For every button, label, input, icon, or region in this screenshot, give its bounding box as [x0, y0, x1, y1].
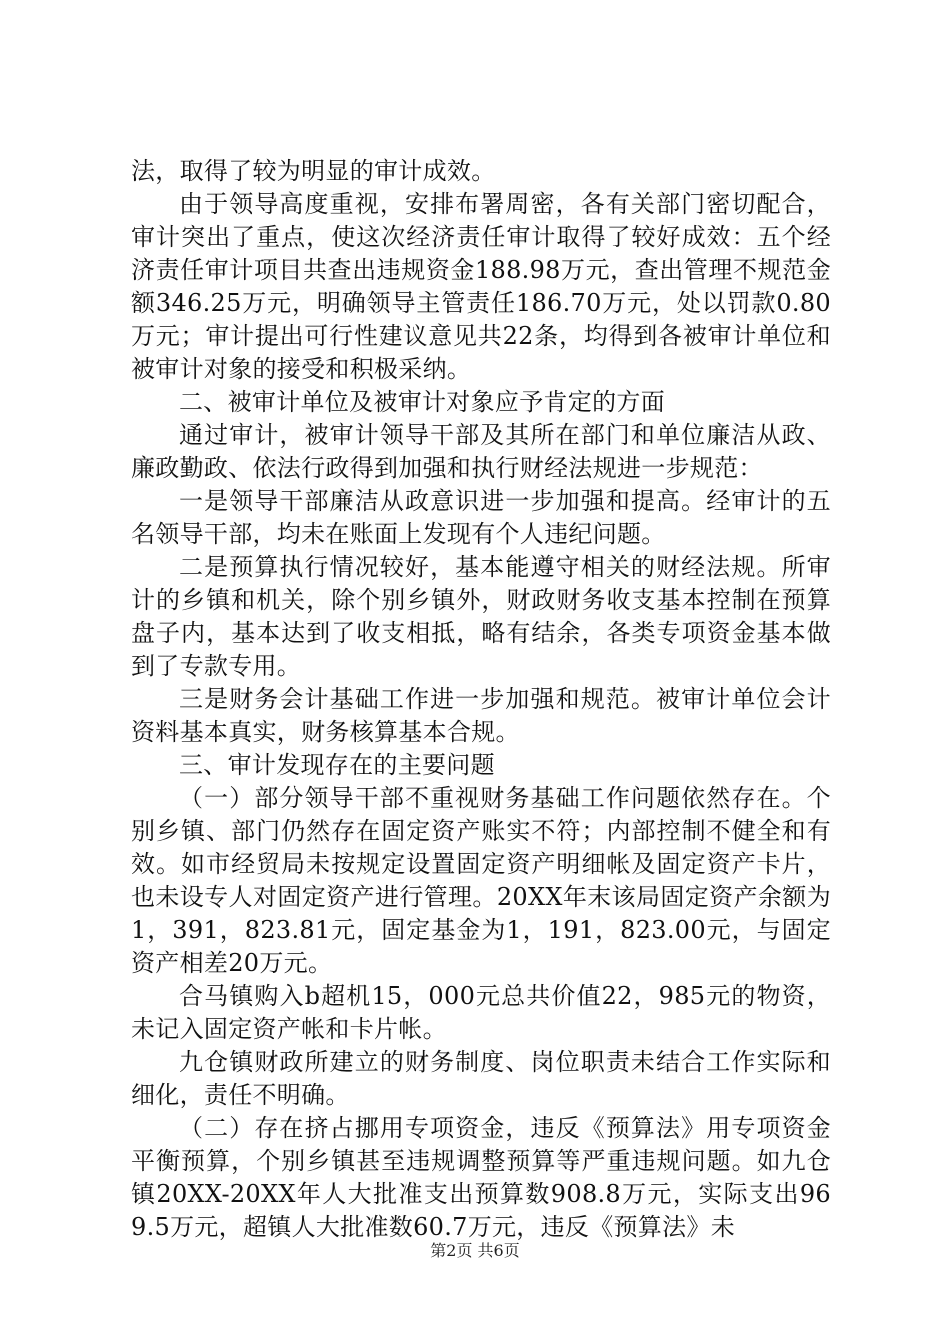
paragraph-continuation: 法，取得了较为明显的审计成效。	[131, 157, 496, 185]
paragraph-point-one: 一是领导干部廉洁从政意识进一步加强和提高。经审计的五名领导干部，均未在账面上发现有个人违纪问题。	[131, 487, 831, 548]
body-text	[131, 155, 831, 1244]
section-heading-main-problems: 三、审计发现存在的主要问题	[179, 751, 495, 779]
paragraph-jiucang-finance: 九仓镇财政所建立的财务制度、岗位职责未结合工作实际和细化，责任不明确。	[131, 1048, 831, 1109]
paragraph-point-three: 三是财务会计基础工作进一步加强和规范。被审计单位会计资料基本真实，财务核算基本合规。	[131, 685, 831, 746]
paragraph-point-two: 二是预算执行情况较好，基本能遵守相关的财经法规。所审计的乡镇和机关，除个别乡镇外，财政财务收支基本控制在预算盘子内，基本达到了收支相抵，略有结余，各类专项资金基本做到了专款专用。	[131, 553, 831, 680]
paragraph-hema-town: 合马镇购入b超机15，000元总共价值22，985元的物资，未记入固定资产帐和卡片帐。	[131, 982, 831, 1043]
paragraph-audit-overview: 通过审计，被审计领导干部及其所在部门和单位廉洁从政、廉政勤政、依法行政得到加强和执行财经法规进一步规范：	[131, 421, 831, 482]
paragraph-problem-one: （一）部分领导干部不重视财务基础工作问题依然存在。个别乡镇、部门仍然存在固定资产账实不符；内部控制不健全和有效。如市经贸局未按规定设置固定资产明细帐及固定资产卡片，也未设专人对固定资产进行管理。20XX年末该局固定资产余额为1，391，823.81元，固定基金为1，191，823.00元，与固定资产相差20万元。	[131, 784, 831, 977]
page-number-footer: 第2页 共6页	[430, 1241, 520, 1260]
section-heading-positive-aspects: 二、被审计单位及被审计对象应予肯定的方面	[179, 388, 665, 416]
paragraph-problem-two: （二）存在挤占挪用专项资金，违反《预算法》用专项资金平衡预算，个别乡镇甚至违规调整预算等严重违规问题。如九仓镇20XX-20XX年人大批准支出预算数908.8万元，实际支出969.5万元，超镇人大批准数60.7万元，违反《预算法》未	[131, 1114, 831, 1241]
paragraph-audit-results: 由于领导高度重视，安排布署周密，各有关部门密切配合，审计突出了重点，使这次经济责任审计取得了较好成效：五个经济责任审计项目共查出违规资金188.98万元，查出管理不规范金额346.25万元，明确领导主管责任186.70万元，处以罚款0.80万元；审计提出可行性建议意见共22条，均得到各被审计单位和被审计对象的接受和积极采纳。	[131, 190, 831, 383]
